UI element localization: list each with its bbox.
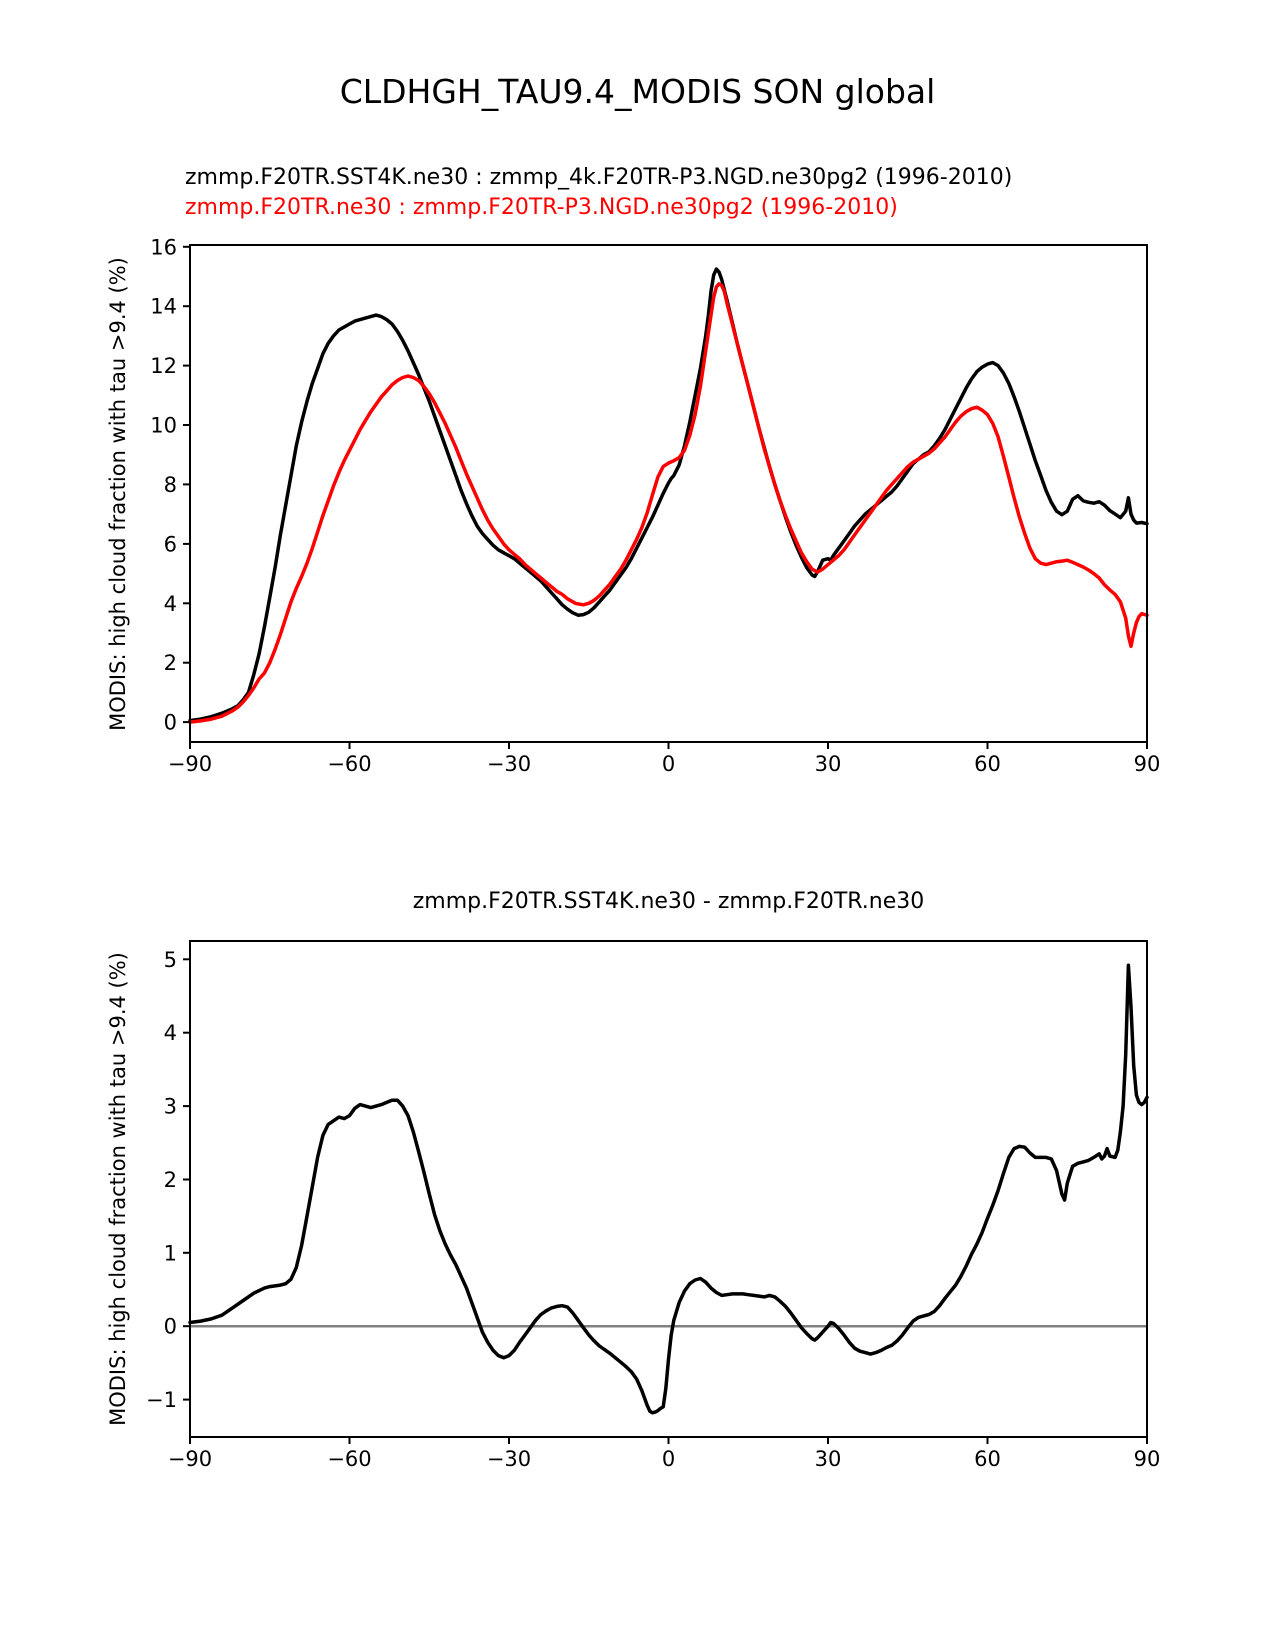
y-tick-label: 5 xyxy=(163,947,177,972)
y-tick-label: 3 xyxy=(163,1094,177,1119)
y-tick-label: 4 xyxy=(163,1021,177,1046)
y-tick-label: 4 xyxy=(163,591,177,616)
legend-line-control-run: zmmp.F20TR.ne30 : zmmp.F20TR-P3.NGD.ne30pg2 (1996-2010) xyxy=(185,195,898,220)
y-tick-label: 8 xyxy=(163,472,177,497)
y-tick-label: −1 xyxy=(146,1388,177,1413)
x-tick-label: 60 xyxy=(974,1447,1001,1471)
x-tick-label: 30 xyxy=(814,1447,842,1471)
x-tick-label: 90 xyxy=(1133,1447,1161,1471)
x-tick-label: 60 xyxy=(974,752,1001,776)
series-zmmp-f20tr-ne30-line xyxy=(190,284,1147,722)
bottom-chart-y-axis-label: MODIS: high cloud fraction with tau >9.4 (%) xyxy=(106,952,130,1426)
x-tick-label: 30 xyxy=(814,752,842,776)
x-tick-label: −60 xyxy=(327,752,372,776)
y-tick-label: 6 xyxy=(163,532,177,557)
y-tick-label: 14 xyxy=(150,294,177,319)
x-tick-label: −90 xyxy=(167,1447,213,1471)
y-tick-label: 1 xyxy=(163,1241,177,1266)
x-tick-label: 90 xyxy=(1133,752,1161,776)
y-tick-label: 12 xyxy=(150,354,177,379)
top-chart-y-axis-label: MODIS: high cloud fraction with tau >9.4 (%) xyxy=(106,257,130,731)
y-tick-label: 0 xyxy=(163,710,177,735)
y-tick-label: 2 xyxy=(163,651,177,676)
x-tick-label: 0 xyxy=(661,752,676,776)
x-tick-label: −60 xyxy=(327,1447,372,1471)
x-tick-label: 0 xyxy=(661,1447,676,1471)
y-tick-label: 10 xyxy=(150,413,177,438)
series-zmmp-f20tr-sst4k-ne30-line xyxy=(190,269,1147,720)
legend-line-sst4k-run: zmmp.F20TR.SST4K.ne30 : zmmp_4k.F20TR-P3.NGD.ne30pg2 (1996-2010) xyxy=(185,165,1013,190)
x-tick-label: −30 xyxy=(486,1447,532,1471)
bottom-chart-title: zmmp.F20TR.SST4K.ne30 - zmmp.F20TR.ne30 xyxy=(412,889,925,914)
x-tick-label: −90 xyxy=(167,752,213,776)
y-tick-label: 2 xyxy=(163,1168,177,1192)
y-tick-label: 16 xyxy=(150,235,177,260)
series-difference-line xyxy=(190,965,1147,1413)
axes-box-1 xyxy=(190,245,1147,742)
figure-title: CLDHGH_TAU9.4_MODIS SON global xyxy=(339,72,936,111)
x-tick-label: −30 xyxy=(486,752,532,776)
y-tick-label: 0 xyxy=(163,1314,177,1339)
